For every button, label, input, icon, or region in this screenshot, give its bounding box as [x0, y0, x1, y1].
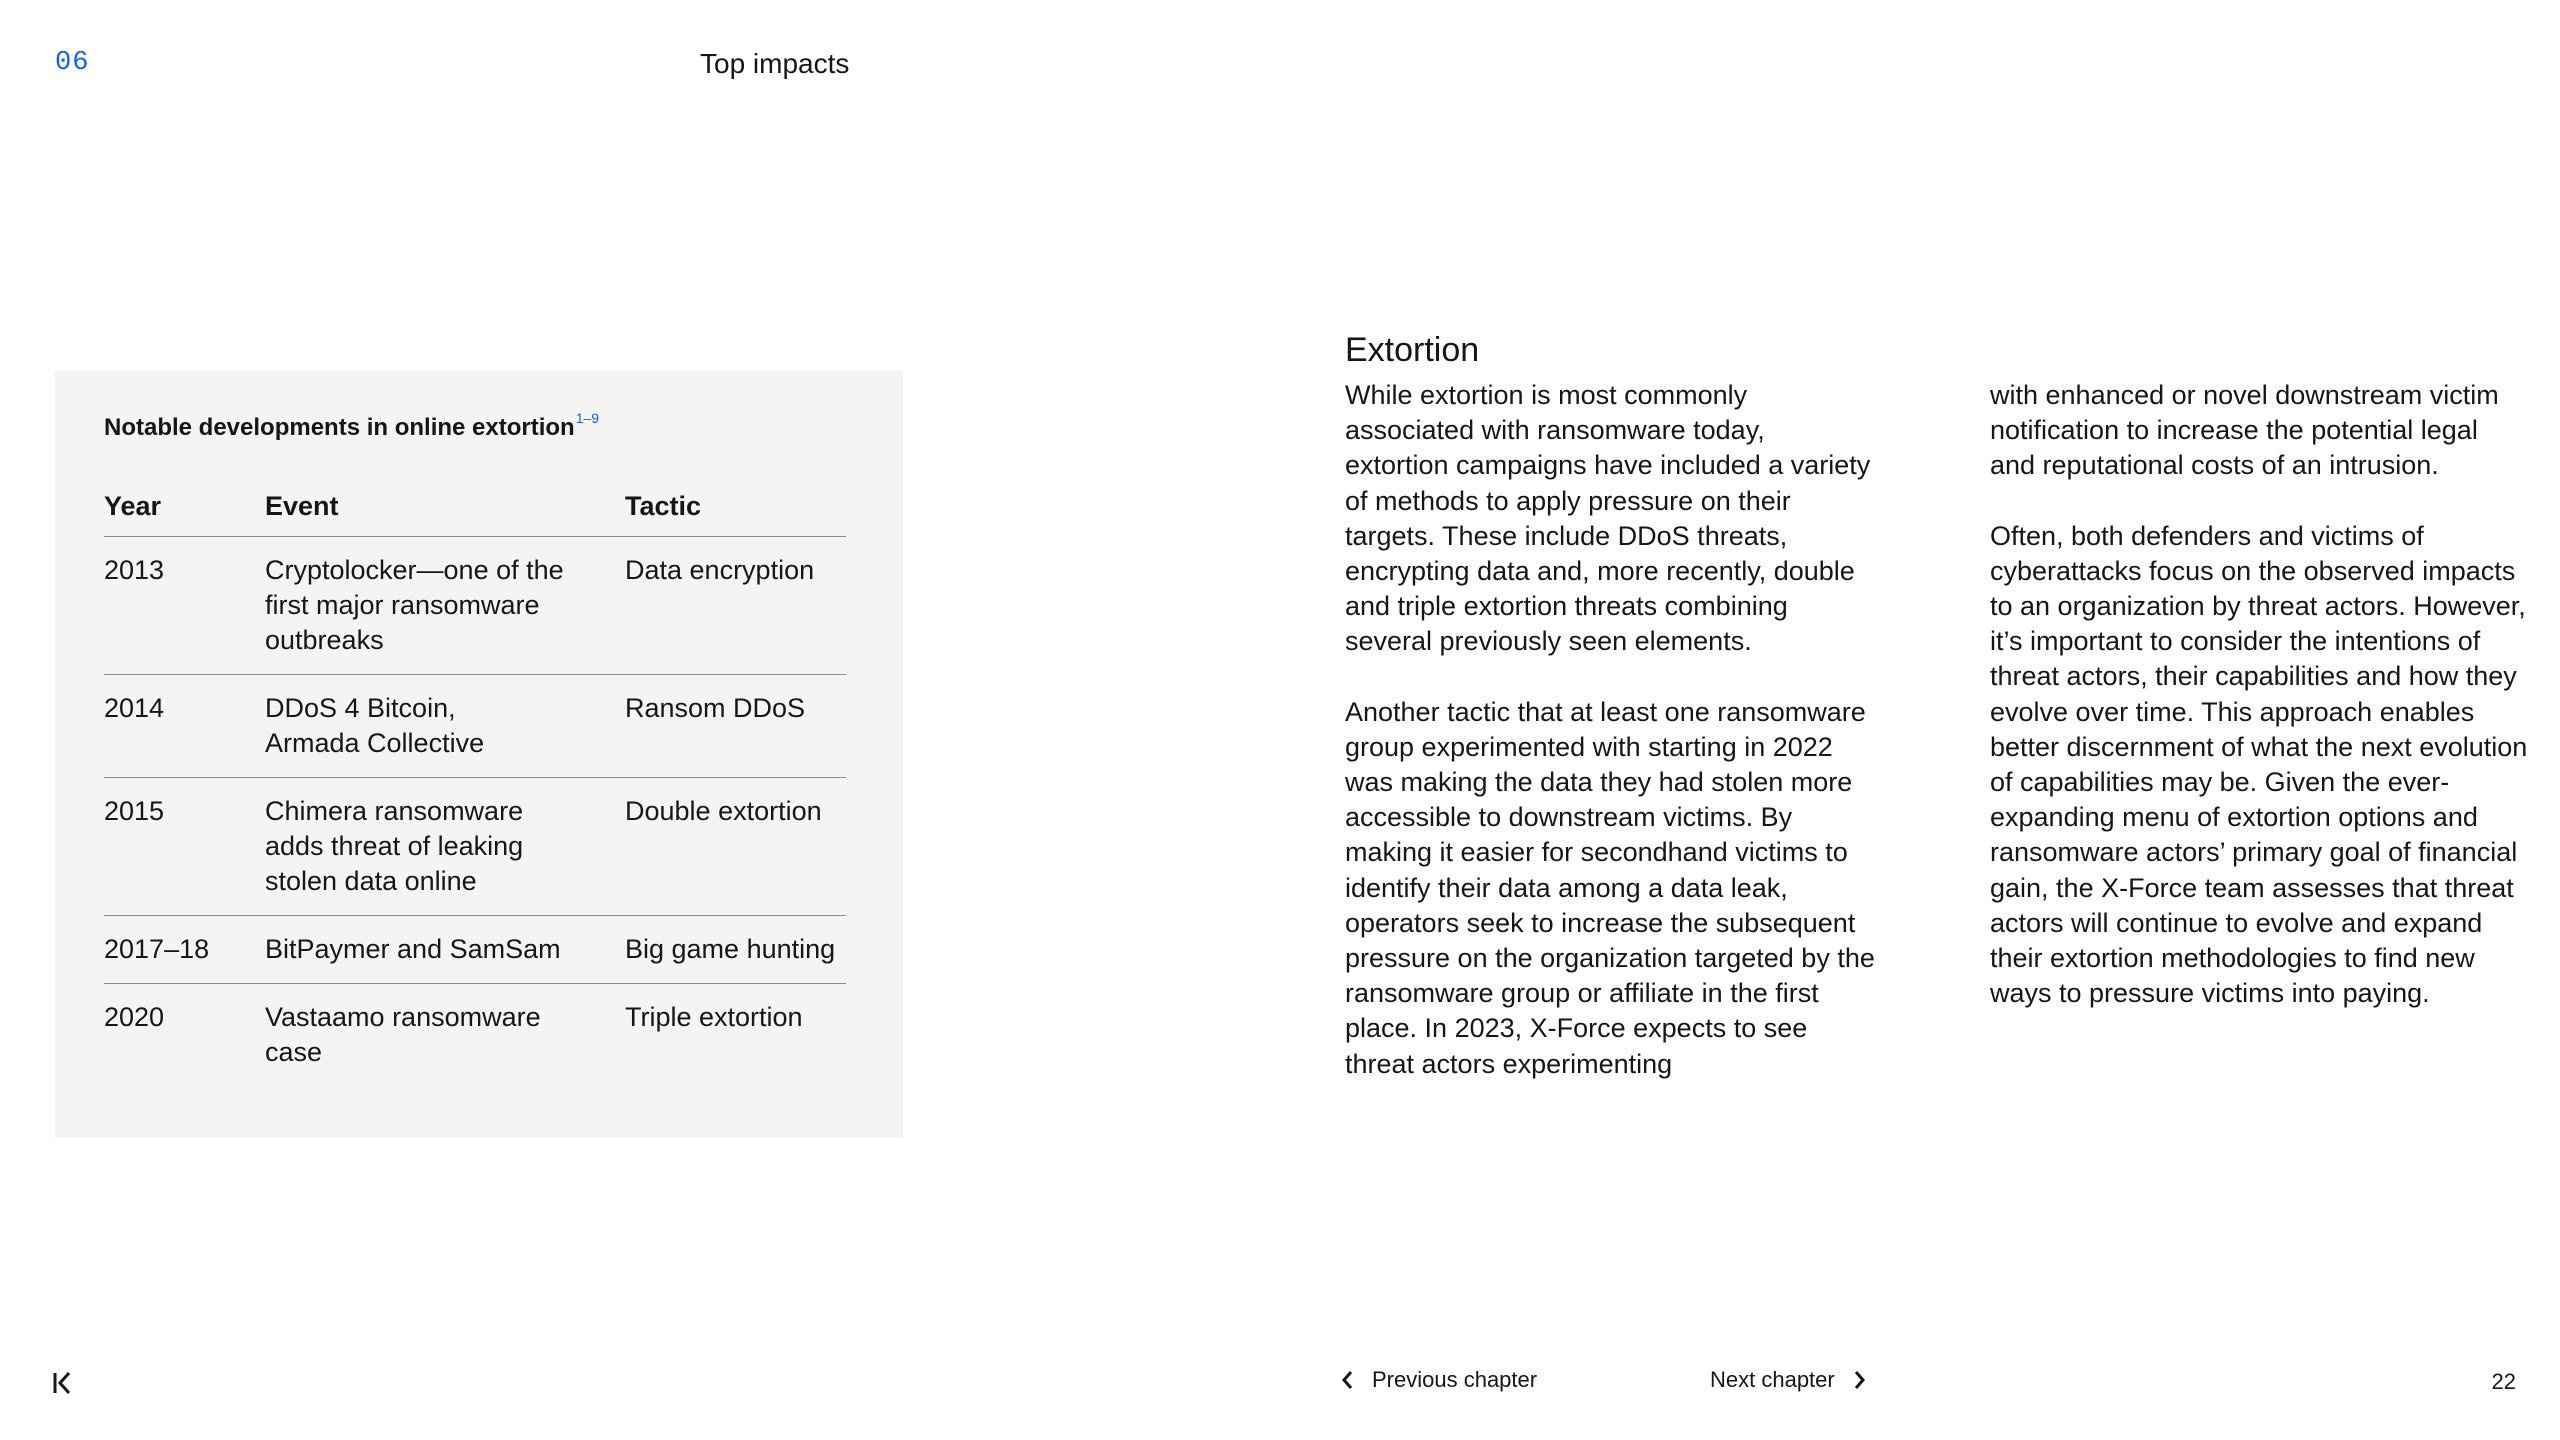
cell-year: 2014 — [104, 675, 265, 778]
table-row — [104, 537, 846, 675]
cell-year: 2020 — [104, 1002, 165, 1032]
cell-year: 2017–18 — [104, 916, 265, 984]
chevron-right-icon — [1835, 1369, 1867, 1391]
cell-tactic: Double extortion — [625, 778, 846, 916]
article-column-right — [1990, 378, 2530, 1046]
cell-event: Vastaamo ransomware case — [265, 1002, 541, 1067]
next-chapter-button[interactable] — [1710, 1367, 1867, 1393]
first-page-icon[interactable] — [52, 1370, 74, 1396]
extortion-table-panel — [55, 371, 903, 1138]
previous-chapter-button[interactable] — [1340, 1367, 1537, 1393]
cell-event: Chimera ransomware adds threat of leaking stolen data online — [265, 778, 625, 916]
paragraph: Often, both defenders and victims of cyberattacks focus on the observed impacts to an organization by threat actors. However, it’s important to consider the intentions of threat actors, their capabilities and how they evolve over time. This approach enables better discernment of what the next evolution of capabilities may be. Given the ever-expanding menu of extortion options and ransomware actors’ primary goal of financial gain, the X-Force team assesses that threat actors will continue to evolve and expand their extortion methodologies to find new ways to pressure victims into paying. — [1990, 520, 2528, 1009]
table-row — [104, 675, 846, 778]
page-number: 22 — [2491, 1369, 2516, 1394]
cell-tactic: Ransom DDoS — [625, 675, 846, 778]
chevron-left-icon — [1340, 1369, 1372, 1391]
footnote-link[interactable]: 1–9 — [575, 410, 600, 426]
table-row — [104, 778, 846, 916]
cell-year: 2015 — [104, 778, 265, 916]
cell-event: BitPaymer and SamSam — [265, 916, 625, 984]
cell-tactic: Triple extortion — [625, 1002, 803, 1032]
chapter-title: Top impacts — [700, 48, 850, 79]
table-title-text: Notable developments in online extortion — [104, 414, 575, 441]
column-header-year: Year — [104, 489, 265, 537]
paragraph: While extortion is most commonly associated with ransomware today, extortion campaigns have included a variety of methods to apply pressure on their targets. These include DDoS threats, encrypting data and, more recently, double and triple extortion threats combining several previously seen elements. — [1345, 380, 1871, 657]
paragraph: Another tactic that at least one ransomware group experimented with starting in 2022 was making the data they had stolen more accessible to downstream victims. By making it easier for secondhand victims to identify their data among a data leak, operators seek to increase the subsequent pressure on the organization targeted by the ransomware group or affiliate in the first place. In 2023, X-Force expects to see threat actors experimenting — [1345, 696, 1875, 1079]
cell-tactic: Big game hunting — [625, 916, 846, 984]
extortion-table — [104, 489, 846, 1086]
cell-tactic: Data encryption — [625, 537, 846, 675]
table-row — [104, 916, 846, 984]
next-chapter-label: Next chapter — [1710, 1367, 1835, 1392]
table-header-row — [104, 489, 846, 537]
previous-chapter-label: Previous chapter — [1372, 1367, 1538, 1392]
cell-year: 2013 — [104, 537, 265, 675]
table-row — [104, 984, 846, 1087]
column-header-tactic: Tactic — [625, 489, 846, 537]
table-title — [104, 410, 600, 442]
paragraph: with enhanced or novel downstream victim notification to increase the potential legal and reputational costs of an intrusion. — [1990, 380, 2499, 481]
column-header-event: Event — [265, 489, 625, 537]
section-heading: Extortion — [1345, 331, 1480, 370]
cell-event: DDoS 4 Bitcoin, Armada Collective — [265, 675, 625, 778]
article-column-left — [1345, 378, 1875, 1117]
cell-event: Cryptolocker—one of the first major ransomware outbreaks — [265, 537, 625, 675]
chapter-number: 06 — [55, 48, 90, 78]
